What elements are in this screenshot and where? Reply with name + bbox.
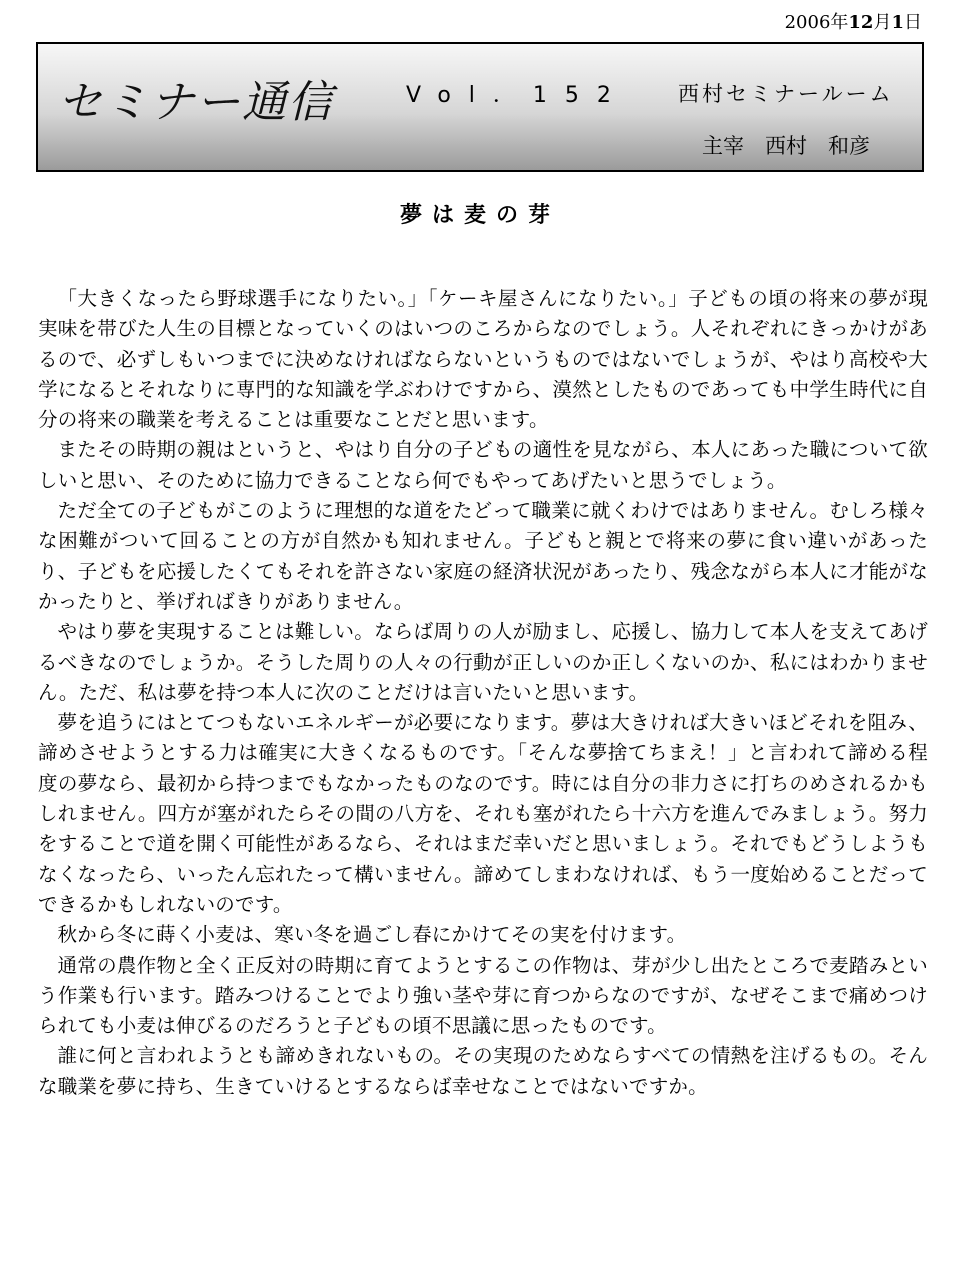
newsletter-header (36, 42, 924, 172)
date-year: 2006 (784, 12, 831, 33)
paragraph: またその時期の親はというと、やはり自分の子どもの適性を見ながら、本人にあった職について欲しいと思い、そのために協力できることなら何でもやってあげたいと思うでしょう。 (38, 438, 928, 492)
issue-date (785, 8, 922, 34)
date-day-unit: 日 (904, 12, 922, 33)
paragraph: 誰に何と言われようとも諦めきれないもの。その実現のためならすべての情熱を注げるもの。そんな職業を夢に持ち、生きていけるとするならば幸せなことではないですか。 (38, 1044, 928, 1098)
paragraph: 夢を追うにはとてつもないエネルギーが必要になります。夢は大きければ大きいほどそれを阻み、諦めさせようとする力は確実に大きくなるものです。「そんな夢捨てちまえ！」と言われて諦める程度の夢なら、最初から持つまでもなかったものなのです。時には自分の非力さに打ちのめされるかもしれません。四方が塞がれたらその間の八方を、それも塞がれたら十六方を進んでみましょう。努力をすることで道を開く可能性があるなら、それはまだ幸いだと思いましょう。それでもどうしようもなくなったら、いったん忘れたって構いません。諦めてしまわなければ、もう一度始めることだってできるかもしれないのです。 (38, 711, 928, 916)
date-month-unit: 月 (873, 12, 892, 33)
host-name: 主宰 西村 和彦 (702, 134, 870, 158)
article-body (38, 284, 928, 1102)
paragraph: 「大きくなったら野球選手になりたい。」「ケーキ屋さんになりたい。」子どもの頃の将来の夢が現実味を帯びた人生の目標となっていくのはいつのころからなのでしょう。人それぞれにきっかけがあるので、必ずしもいつまでに決めなければならないというものではないでしょうが、やはり高校や大学になるとそれなりに専門的な知識を学ぶわけですから、漠然としたものであっても中学生時代に自分の将来の職業を考えることは重要なことだと思います。 (38, 287, 928, 432)
paragraph: ただ全ての子どもがこのように理想的な道をたどって職業に就くわけではありません。むしろ様々な困難がついて回ることの方が自然かも知れません。子どもと親とで将来の夢に食い違いがあったり、子どもを応援したくてもそれを許さない家庭の経済状況があったり、残念ながら本人に才能がなかったりと、挙げればきりがありません。 (38, 499, 928, 613)
paragraph: 秋から冬に蒔く小麦は、寒い冬を過ごし春にかけてその実を付けます。 (57, 923, 687, 947)
paragraph: やはり夢を実現することは難しい。ならば周りの人が励まし、応援し、協力して本人を支えてあげるべきなのでしょうか。そうした周りの人々の行動が正しいのか正しくないのか、私にはわかりません。ただ、私は夢を持つ本人に次のことだけは言いたいと思います。 (38, 620, 928, 704)
date-month: 12 (848, 12, 874, 33)
paragraph: 通常の農作物と全く正反対の時期に育てようとするこの作物は、芽が少し出たところで麦踏みという作業も行います。踏みつけることでより強い茎や芽に育つからなのですが、なぜそこまで痛めつけられても小麦は伸びるのだろうと子どもの頃不思議に思ったものです。 (38, 953, 928, 1038)
volume-number: Vol．152 (406, 83, 629, 108)
date-day: 1 (891, 12, 904, 33)
date-year-unit: 年 (830, 12, 849, 33)
article-title: 夢は麦の芽 (399, 203, 560, 228)
newsletter-title: セミナー通信 (58, 77, 334, 128)
organization-name: 西村セミナールーム (678, 82, 894, 106)
